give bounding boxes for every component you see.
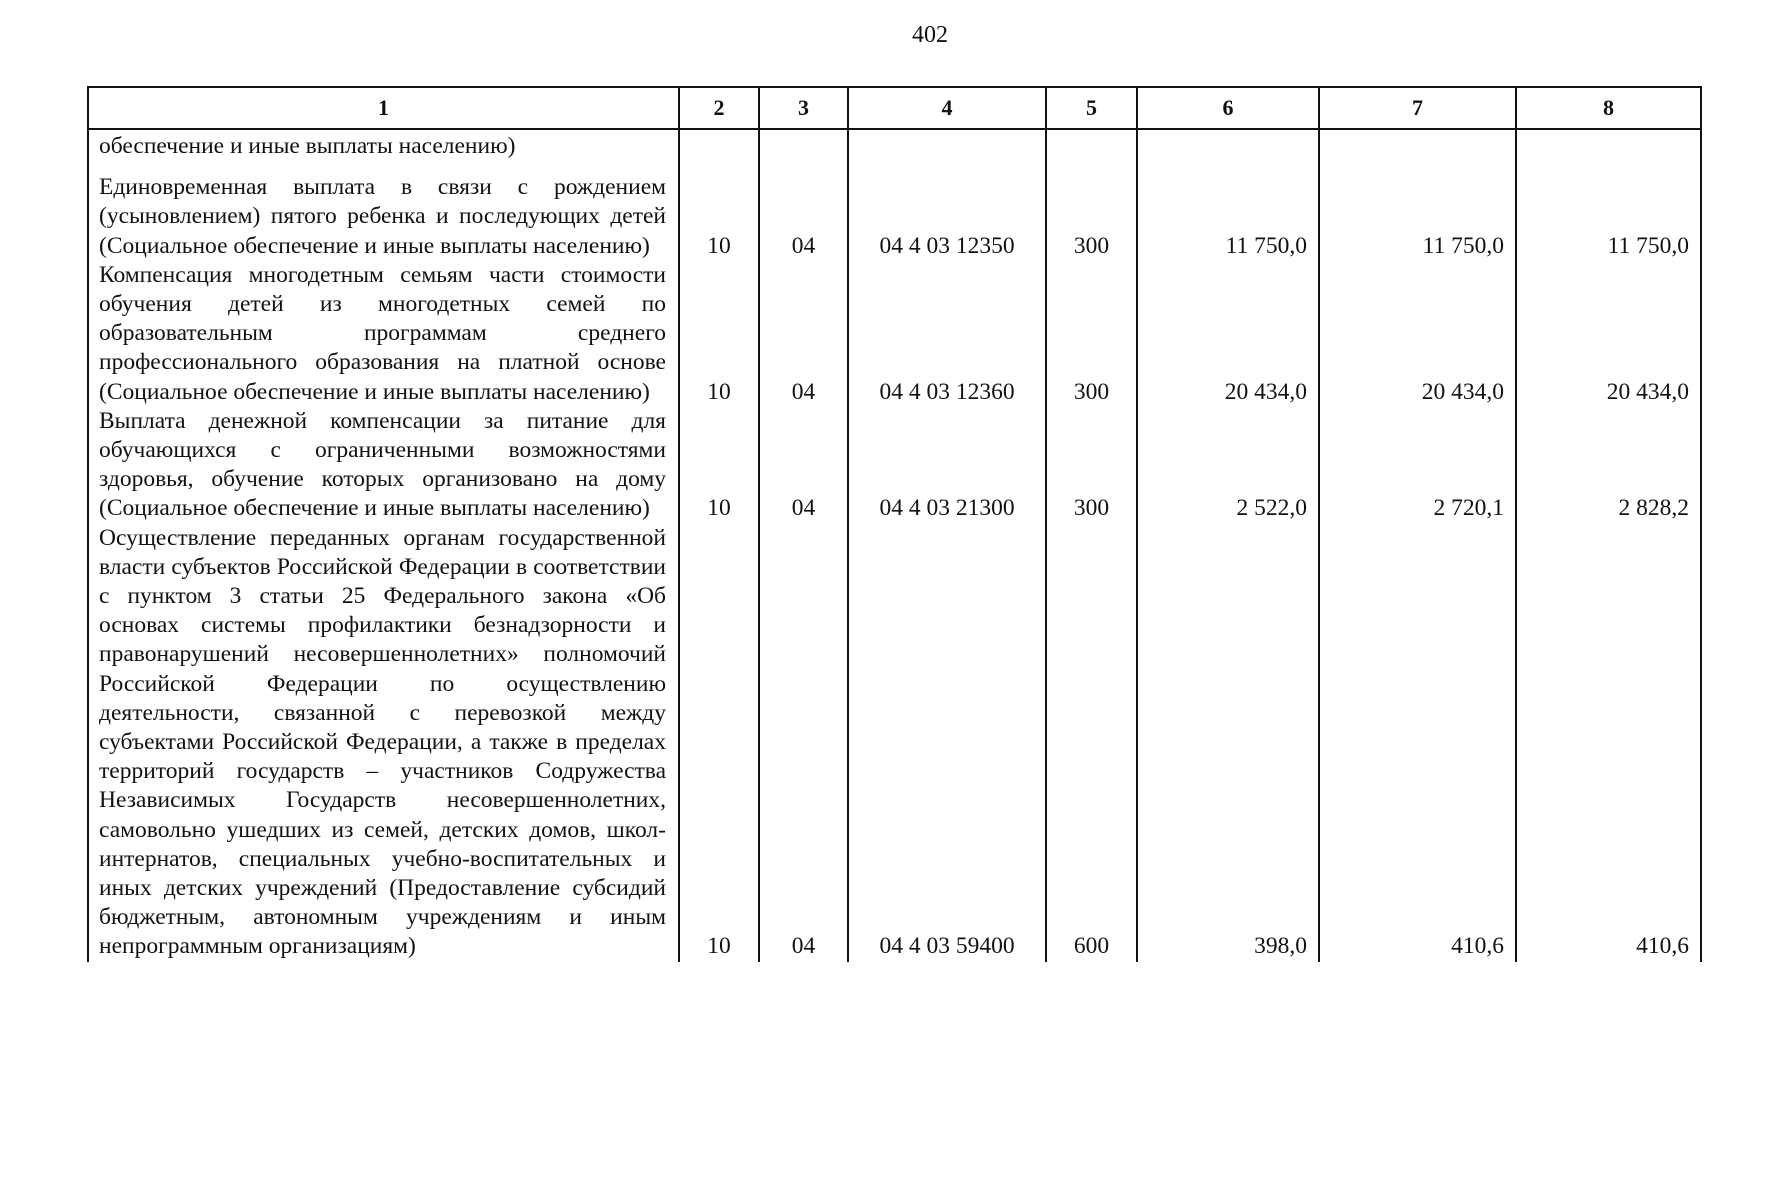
row-target-code: 04 4 03 21300 <box>848 407 1046 524</box>
table-row <box>88 407 1701 524</box>
page-number: 402 <box>912 22 948 48</box>
column-header-1: 1 <box>88 87 679 129</box>
row-amount-2: 410,6 <box>1319 524 1516 962</box>
column-header-5: 5 <box>1046 87 1137 129</box>
row-amount-1: 11 750,0 <box>1137 173 1319 261</box>
row-amount-3: 2 828,2 <box>1516 407 1701 524</box>
row-amount-3: 11 750,0 <box>1516 173 1701 261</box>
row-subsection: 04 <box>759 407 848 524</box>
table-row <box>88 261 1701 407</box>
column-header-8: 8 <box>1516 87 1701 129</box>
row-amount-2: 20 434,0 <box>1319 261 1516 407</box>
row-amount-2: 2 720,1 <box>1319 407 1516 524</box>
row-target-code: 04 4 03 59400 <box>848 524 1046 962</box>
row-description: Осуществление переданных органам государственной власти субъектов Российской Федерации в соответствии с пунктом 3 статьи 25 Федерального закона «Об основах системы профилактики безнадзорности и правонарушений несовершеннолетних» полномочий Российской Федерации по осуществлению деятельности, связанной с перевозкой между субъектами Российской Федерации, а также в пределах территорий государств – участников Содружества Независимых Государств несовершеннолетних, самовольно ушедших из семей, детских домов, школ-интернатов, специальных учебно-воспитательных и иных детских учреждений (Предоставление субсидий бюджетным, автономным учреждениям и иным непрограммным организациям) <box>88 524 679 962</box>
row-target-code: 04 4 03 12350 <box>848 173 1046 261</box>
row-amount-2: 11 750,0 <box>1319 173 1516 261</box>
table-row-continuation <box>88 129 1701 161</box>
row-description: Единовременная выплата в связи с рождением (усыновлением) пятого ребенка и последующих детей (Социальное обеспечение и иные выплаты населению) <box>88 173 679 261</box>
row-subsection: 04 <box>759 261 848 407</box>
row-section: 10 <box>679 524 759 962</box>
row-target-code: 04 4 03 12360 <box>848 261 1046 407</box>
row-expense-type: 300 <box>1046 407 1137 524</box>
row-amount-1: 20 434,0 <box>1137 261 1319 407</box>
table-row-spacer <box>88 161 1701 173</box>
row-expense-type: 600 <box>1046 524 1137 962</box>
row-subsection: 04 <box>759 173 848 261</box>
table-row <box>88 173 1701 261</box>
column-header-7: 7 <box>1319 87 1516 129</box>
row-description: Выплата денежной компенсации за питание для обучающихся с ограниченными возможностями здоровья, обучение которых организовано на дому (Социальное обеспечение и иные выплаты населению) <box>88 407 679 524</box>
table-row <box>88 524 1701 962</box>
column-header-3: 3 <box>759 87 848 129</box>
row-section: 10 <box>679 261 759 407</box>
header-row <box>88 87 1701 129</box>
row-section: 10 <box>679 173 759 261</box>
budget-table <box>87 86 1702 962</box>
row-amount-1: 2 522,0 <box>1137 407 1319 524</box>
row-section: 10 <box>679 407 759 524</box>
continuation-text: обеспечение и иные выплаты населению) <box>88 129 679 161</box>
column-header-2: 2 <box>679 87 759 129</box>
row-amount-3: 20 434,0 <box>1516 261 1701 407</box>
row-expense-type: 300 <box>1046 261 1137 407</box>
row-amount-1: 398,0 <box>1137 524 1319 962</box>
row-subsection: 04 <box>759 524 848 962</box>
row-description: Компенсация многодетным семьям части стоимости обучения детей из многодетных семей по образовательным программам среднего профессионального образования на платной основе (Социальное обеспечение и иные выплаты населению) <box>88 261 679 407</box>
column-header-6: 6 <box>1137 87 1319 129</box>
row-expense-type: 300 <box>1046 173 1137 261</box>
column-header-4: 4 <box>848 87 1046 129</box>
row-amount-3: 410,6 <box>1516 524 1701 962</box>
